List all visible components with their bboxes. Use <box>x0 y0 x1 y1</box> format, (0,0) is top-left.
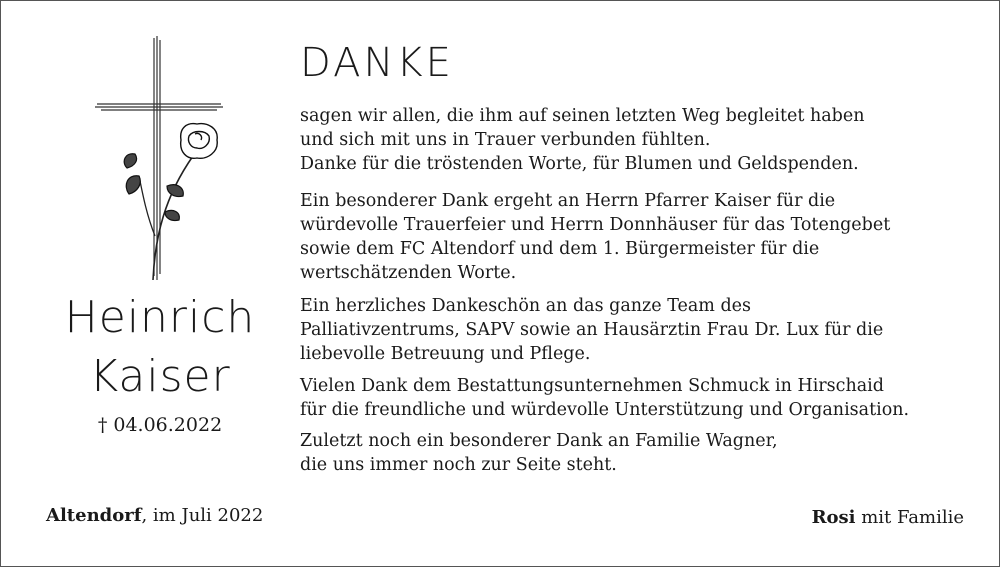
paragraph-line: würdevolle Trauerfeier und Herrn Donnhäuser für das Totengebet <box>300 215 891 235</box>
paragraph-line: Palliativzentrums, SAPV sowie an Hausärztin Frau Dr. Lux für die <box>300 320 884 340</box>
deceased-last-name: Kaiser <box>89 351 231 402</box>
signature <box>812 507 964 528</box>
paragraph-line: wertschätzenden Worte. <box>300 263 517 283</box>
cross-with-rose-icon <box>95 36 235 282</box>
signer-name: Rosi <box>811 507 856 528</box>
paragraph-line: für die freundliche und würdevolle Unterstützung und Organisation. <box>300 400 910 420</box>
deceased-first-name: Heinrich <box>64 292 256 343</box>
paragraph-line: sowie dem FC Altendorf und dem 1. Bürgermeister für die <box>300 239 820 259</box>
paragraph-line: Danke für die tröstenden Worte, für Blumen und Geldspenden. <box>300 154 859 174</box>
place-and-date <box>46 505 263 526</box>
thanks-paragraph-care-team <box>300 294 990 366</box>
signer-suffix: mit Familie <box>855 507 964 528</box>
thanks-paragraph-funeral-home <box>300 374 990 422</box>
thanks-paragraph-general <box>300 104 990 176</box>
paragraph-line: und sich mit uns in Trauer verbunden fühlten. <box>300 130 711 150</box>
paragraph-line: Vielen Dank dem Bestattungsunternehmen Schmuck in Hirschaid <box>300 376 884 396</box>
paragraph-line: die uns immer noch zur Seite steht. <box>300 455 617 475</box>
thanks-paragraph-family-wagner <box>300 429 990 477</box>
paragraph-line: Zuletzt noch ein besonderer Dank an Familie Wagner, <box>300 431 778 451</box>
place-name: Altendorf <box>46 505 142 526</box>
paragraph-line: Ein besonderer Dank ergeht an Herrn Pfarrer Kaiser für die <box>300 191 836 211</box>
notice-title: DANKE <box>300 40 454 86</box>
death-date: † 04.06.2022 <box>97 414 223 436</box>
paragraph-line: sagen wir allen, die ihm auf seinen letzten Weg begleitet haben <box>300 106 865 126</box>
date-text: , im Juli 2022 <box>141 505 264 526</box>
thanks-paragraph-ceremony <box>300 189 990 285</box>
paragraph-line: Ein herzliches Dankeschön an das ganze Team des <box>300 296 751 316</box>
paragraph-line: liebevolle Betreuung und Pflege. <box>300 344 591 364</box>
